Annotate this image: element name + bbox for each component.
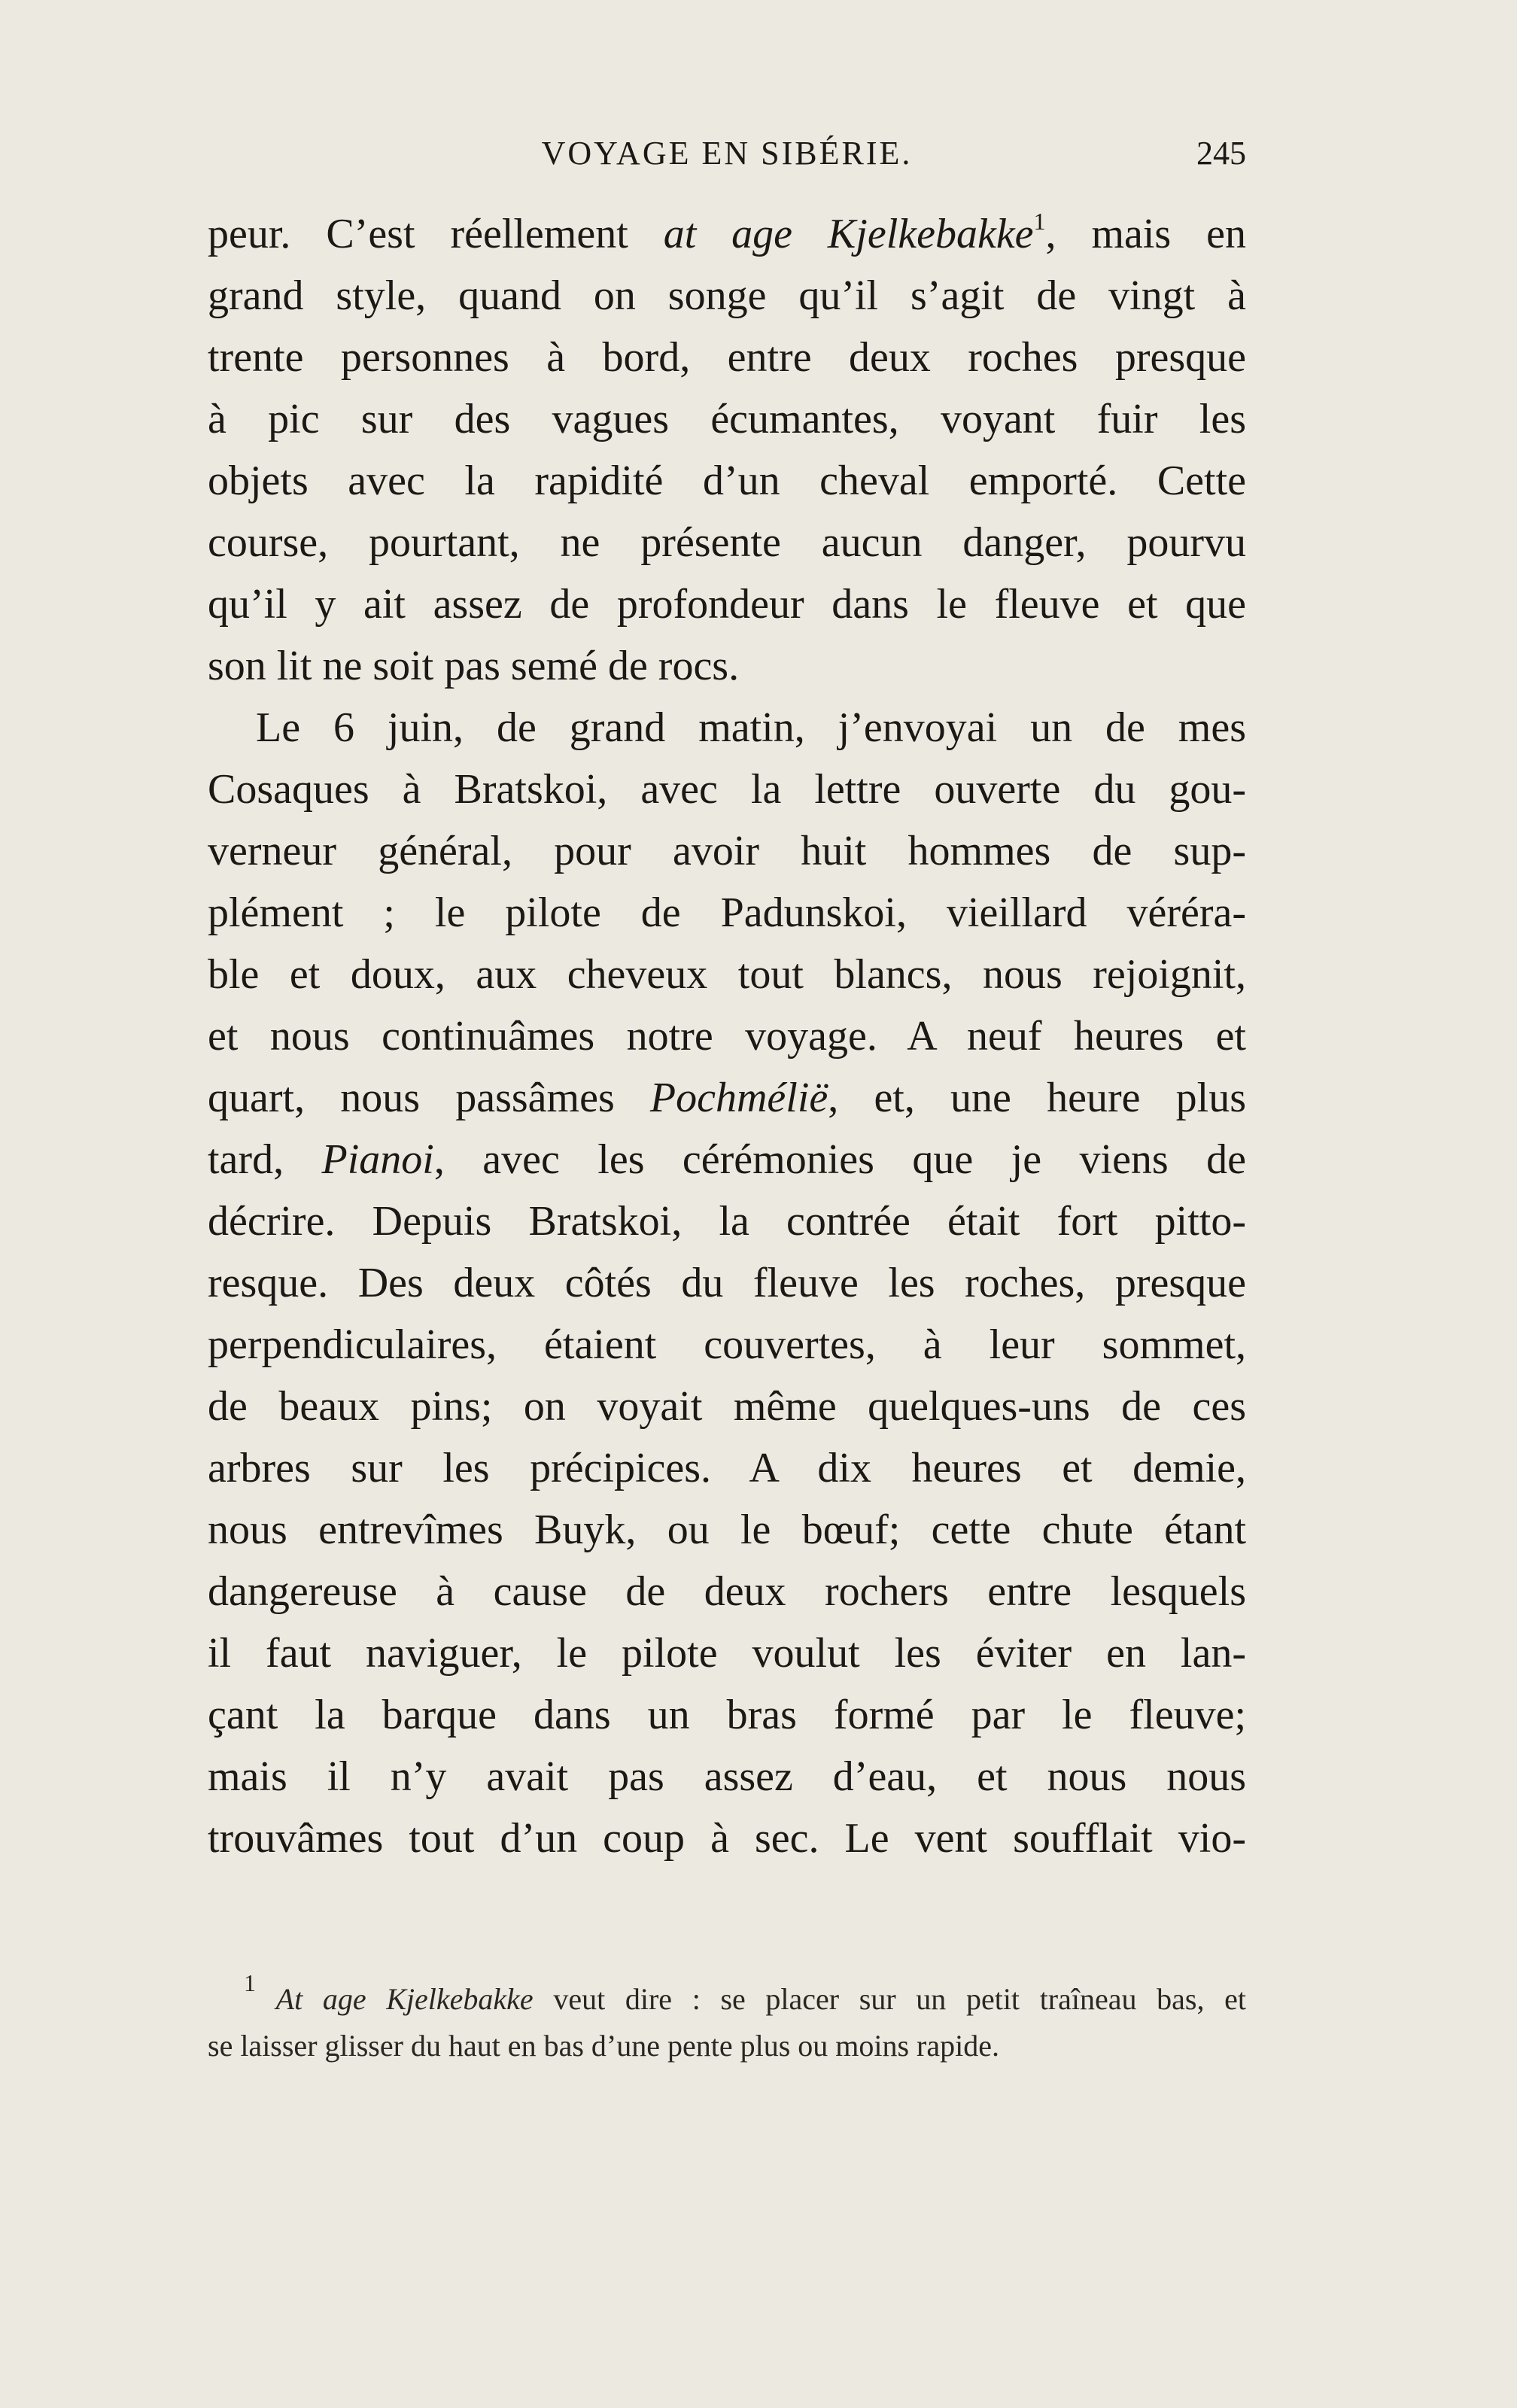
- text-line: il faut naviguer, le pilote voulut les éviter en lan-: [208, 1630, 1246, 1677]
- text-line: trouvâmes tout d’un coup à sec. Le vent soufflait vio-: [208, 1815, 1246, 1862]
- text-line: objets avec la rapidité d’un cheval emporté. Cette: [208, 458, 1246, 504]
- text-line: Cosaques à Bratskoi, avec la lettre ouverte du gou-: [208, 766, 1246, 813]
- text-line: trente personnes à bord, entre deux roches presque: [208, 334, 1246, 381]
- text-line: qu’il y ait assez de profondeur dans le fleuve et que: [208, 581, 1246, 628]
- text-line: perpendiculaires, étaient couvertes, à leur sommet,: [208, 1321, 1246, 1368]
- text-line: quart, nous passâmes Pochmélië, et, une heure plus: [208, 1075, 1246, 1121]
- text-line: son lit ne soit pas semé de rocs.: [208, 643, 740, 689]
- body-text: [208, 203, 1246, 1869]
- page-number: 245: [1196, 135, 1246, 172]
- text-line: plément ; le pilote de Padunskoi, vieillard véréra-: [208, 889, 1246, 936]
- italic-term: at age Kjelkebakke: [663, 211, 1034, 257]
- text-line: tard, Pianoi, avec les cérémonies que je viens de: [208, 1136, 1247, 1183]
- text-line: verneur général, pour avoir huit hommes de sup-: [208, 828, 1246, 874]
- footnote-marker: 1: [244, 1969, 256, 1996]
- footnote-line: se laisser glisser du haut en bas d’une pente plus ou moins rapide.: [208, 2029, 999, 2063]
- text-line: nous entrevîmes Buyk, ou le bœuf; cette chute étant: [208, 1507, 1246, 1553]
- text-line: dangereuse à cause de deux rochers entre lesquels: [208, 1568, 1246, 1615]
- text-line: course, pourtant, ne présente aucun danger, pourvu: [208, 519, 1246, 566]
- text-line: à pic sur des vagues écumantes, voyant fuir les: [208, 396, 1246, 442]
- footnote-line: $^1$ At age Kjelkebakke veut dire : se placer sur un petit traîneau bas, et: [244, 1969, 1246, 2016]
- text-line: arbres sur les précipices. A dix heures et demie,: [208, 1445, 1246, 1491]
- text-line: et nous continuâmes notre voyage. A neuf heures et: [208, 1013, 1246, 1060]
- text-line: çant la barque dans un bras formé par le fleuve;: [208, 1692, 1246, 1738]
- text-line: resque. Des deux côtés du fleuve les roches, presque: [208, 1260, 1246, 1306]
- text-line: de beaux pins; on voyait même quelques-uns de ces: [208, 1383, 1246, 1430]
- text-line: ble et doux, aux cheveux tout blancs, nous rejoignit,: [208, 951, 1246, 998]
- text-line: décrire. Depuis Bratskoi, la contrée était fort pitto-: [208, 1198, 1246, 1245]
- page-header: [208, 134, 1246, 179]
- footnote-term: At age Kjelkebakke: [275, 1982, 534, 2016]
- footnote: [208, 1969, 1246, 2069]
- italic-place: Pochmélië: [649, 1075, 828, 1121]
- paragraph-start: Le 6 juin, de grand matin, j’envoyai un de mes: [256, 704, 1246, 751]
- text-line: peur. C’est réellement at age Kjelkebakke$^1$, mais en: [208, 208, 1247, 257]
- running-title: VOYAGE EN SIBÉRIE.: [541, 135, 913, 172]
- italic-place: Pianoi: [321, 1136, 434, 1183]
- text-line: grand style, quand on songe qu’il s’agit de vingt à: [208, 272, 1246, 319]
- text-line: mais il n’y avait pas assez d’eau, et nous nous: [208, 1753, 1246, 1800]
- footnote-ref: 1: [1033, 208, 1046, 235]
